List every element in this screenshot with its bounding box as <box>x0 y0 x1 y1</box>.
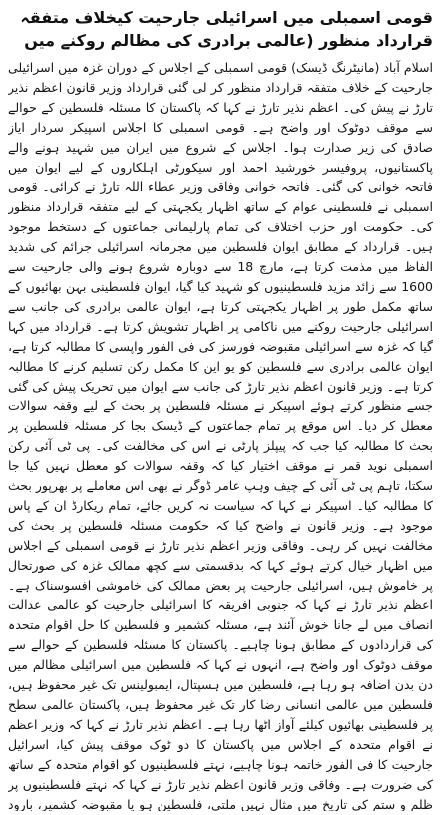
article-headline: قومی اسمبلی میں اسرائیلی جارحیت کیخلاف متفقہ قرارداد منظور (عالمی برادری کی مظالم روکنے میں <box>20 8 433 50</box>
article-body-paragraph: اسلام آباد (مانیٹرنگ ڈیسک) قومی اسمبلی کے اجلاس کے دوران غزہ میں اسرائیلی جارحیت کے خلاف متفقہ قرارداد منظور کر لی گئی قرارداد وزیر قانون اعظم نذیر تارڑ نے پیش کی۔ اعظم نذیر تارڑ نے کہا کہ پاکستان کا مسئلہ فلسطین کے حوالے سے موقف دوٹوک اور واضح ہے۔ قومی اسمبلی کا اجلاس اسپیکر سردار ایاز صادق کی زیر صدارت ہوا۔ اجلاس کے شروع میں ایران میں شہید ہونے والے پاکستانیوں، پروفیسر خورشید احمد اور سیکورٹی اہلکاروں کے لیے ایوان میں فاتحہ خوانی کی گئی۔ فاتحہ خوانی وفاقی وزیر عطاء اللہ تارڑ نے کرائی۔ قومی اسمبلی نے فلسطینی عوام کے ساتھ اظہار یکجہتی کے لیے متفقہ قرارداد منظور کی۔ حکومت اور حزب اختلاف کی تمام پارلیمانی جماعتوں کے دستخط موجود ہیں۔ قرارداد کے مطابق ایوان فلسطین میں مجرمانہ اسرائیلی جرائم کی شدید الفاظ میں مذمت کرتا ہے، مارچ 18 سے دوبارہ شروع ہونے والی جارحیت سے 1600 سے زائد مزید فلسطینیوں کو شہید کیا گیا، ایوان فلسطینی بہن بھائیوں کے ساتھ مکمل طور پر اظہار یکجہتی کرتا ہے، ایوان عالمی برادری کی جانب سے اسرائیلی جارحیت روکنے میں ناکامی پر اظہار تشویش کرتا ہے۔ قرارداد میں کہا گیا کہ غزہ سے اسرائیلی مقبوضہ فورسز کی فی الفور واپسی کا مطالبہ کرتا ہے، ایوان عالمی برادری سے فلسطین کو یو این کا مکمل رکن تسلیم کرنے کا مطالبہ کرتا ہے۔ وزیر قانون اعظم نذیر تارڑ کی جانب سے ایوان میں تحریک پیش کی گئی جسے منظور کرتے ہوئے اسپیکر نے مسئلہ فلسطین پر بحث کے لیے وقفہ سوالات معطل کر دیا۔ اس موقع پر تمام جماعتوں کے ڈیسک بجا کر مسئلہ فلسطین پر بحث کا مطالبہ کیا جب کہ پیپلز پارٹی نے اس کی مخالفت کی۔ پی ٹی آئی رکن اسمبلی نوید قمر نے موقف اختیار کیا کہ وقفہ سوالات کو معطل نہیں کیا جا سکتا، تاہم پی ٹی آئی کے چیف وہپ عامر ڈوگر نے بھی اس معاملے پر بھرپور بحث کا مطالبہ کیا۔ اسپیکر نے کہا کہ سیاست نہ کریں جائے، تمام ریکارڈ ان کے پاس موجود ہے۔ وزیر قانون نے واضح کیا کہ حکومت مسئلہ فلسطین پر بحث کی مخالفت نہیں کر رہی۔ وفاقی وزیر اعظم نذیر تارڑ نے قومی اسمبلی کے اجلاس میں اظہار خیال کرتے ہوئے کہا کہ بدقسمتی سے کچھ ممالک غزہ کی صورتحال پر خاموش ہیں، اسرائیلی جارحیت پر بعض ممالک کی خاموشی افسوسناک ہے۔ اعظم نذیر تارڑ نے کہا کہ جنوبی افریقہ کا اسرائیلی جارحیت کو عالمی عدالت انصاف میں لے جانا خوش آئند ہے، مسئلہ کشمیر و فلسطین کا حل اقوام متحدہ کی قراردادوں کے مطابق ہونا چاہیے۔ پاکستان کا مسئلہ فلسطین کے حوالے سے موقف دوٹوک اور واضح ہے، انہوں نے کہا کہ فلسطین میں اسرائیلی مظالم میں دن بدن اضافہ ہو رہا ہے، فلسطین میں ہسپتال، ایمبولینس تک غیر محفوظ ہیں، فلسطین میں عالمی انسانی رضا کار تک غیر محفوظ ہیں، پاکستان عالمی سطح پر فلسطینی بھائیوں کیلئے آواز اٹھا رہا ہے۔ اعظم نذیر تارڑ نے کہا کہ وزیر اعظم نے اقوام متحدہ کے اجلاس میں پاکستان کا دو ٹوک موقف پیش کیا، اسرائیل جارحیت کا فی الفور خاتمہ ہونا چاہیے، نہتے فلسطینیوں کو اقوام متحدہ کے ساتھ کی ضرورت ہے۔ وفاقی وزیر قانون اعظم نذیر تارڑ نے کہا کہ نہتے فلسطینیوں پر ظلم و ستم کی تاریخ میں مثال نہیں ملتی، فلسطین ہو یا مقبوضہ کشمیر، بارود <box>8 60 433 811</box>
article-body <box>8 58 433 811</box>
